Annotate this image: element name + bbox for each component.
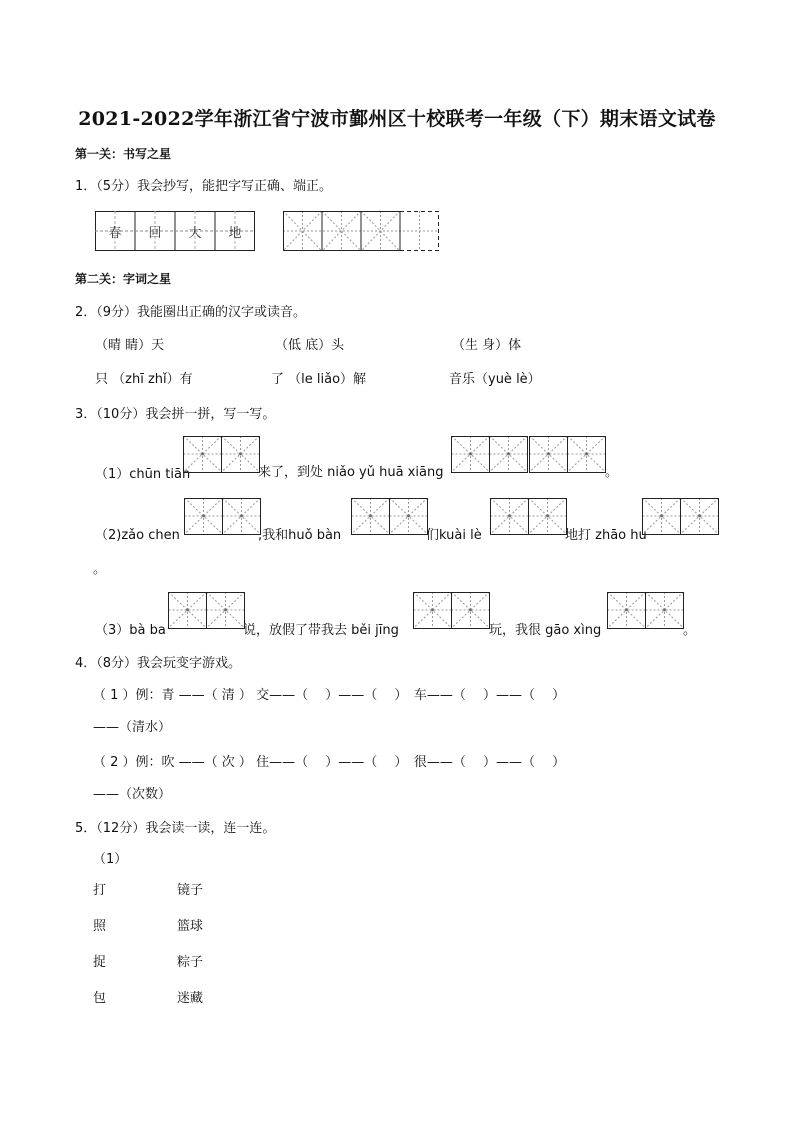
writing-box[interactable]	[490, 498, 567, 539]
q3-l2-text: （2)zǎo chen	[95, 528, 180, 543]
page-title: 2021-2022学年浙江省宁波市鄞州区十校联考一年级（下）期末语文试卷	[78, 108, 716, 130]
q5-right-item[interactable]: 粽子	[177, 955, 204, 970]
sample-char: 大	[188, 226, 202, 241]
q4-line[interactable]: （ 2 ）例：吹 ——（ 次 ） 住——（ ）——（ ） 很——（ ）——（ ）	[93, 755, 566, 770]
q5-left-item[interactable]: 照	[93, 919, 107, 934]
q5-left-item[interactable]: 包	[93, 991, 107, 1006]
q3-l3-text: 说，放假了带我去 běi jīng	[243, 623, 399, 638]
q3-l3-text: 。	[683, 623, 697, 638]
q3-l3-text: 玩，我很 gāo xìng	[489, 623, 602, 638]
q3-l2-text: 。	[93, 562, 107, 577]
section-heading-2: 第二关：字词之星	[75, 272, 172, 286]
question-2-text: 2．（9分）我能圈出正确的汉字或读音。	[75, 305, 307, 320]
writing-box[interactable]	[413, 592, 490, 633]
writing-grid-q1[interactable]	[283, 211, 439, 255]
q3-l1-text: （1）chūn tiān	[95, 467, 191, 482]
sample-char: 地	[228, 226, 242, 241]
q5-left-item[interactable]: 打	[93, 883, 107, 898]
sample-char: 春	[108, 226, 122, 241]
writing-box[interactable]	[607, 592, 684, 633]
q3-l1-text: 来了，到处 niǎo yǔ huā xiāng	[258, 465, 444, 480]
q5-sub: （1）	[93, 852, 128, 867]
question-1-text: 1．（5分）我会抄写，能把字写正确、端正。	[75, 179, 333, 194]
q2-item[interactable]: 了 （le liǎo）解	[271, 372, 367, 387]
question-3-text: 3．（10分）我会拼一拼，写一写。	[75, 407, 276, 422]
q3-l1-text: 。	[605, 465, 619, 480]
q2-item[interactable]: （晴 睛）天	[95, 338, 165, 353]
q5-right-item[interactable]: 镜子	[177, 883, 204, 898]
sample-char: 回	[148, 226, 162, 241]
q5-left-item[interactable]: 捉	[93, 955, 107, 970]
writing-box[interactable]	[184, 498, 261, 539]
q2-item[interactable]: 音乐（yuè lè）	[449, 372, 541, 387]
q2-item[interactable]: （低 底）头	[275, 338, 345, 353]
writing-box[interactable]	[183, 436, 260, 477]
writing-box[interactable]	[642, 498, 719, 539]
q4-line: ——（清水）	[93, 720, 172, 735]
copy-grid-sample	[95, 211, 255, 251]
q3-l3-text: （3）bà ba	[95, 623, 166, 638]
question-4-text: 4．（8分）我会玩变字游戏。	[75, 656, 242, 671]
writing-box[interactable]	[451, 436, 528, 477]
q2-item[interactable]: （生 身）体	[452, 338, 522, 353]
q3-l2-text: 们kuài lè	[426, 528, 482, 543]
q5-right-item[interactable]: 迷藏	[177, 991, 204, 1006]
q2-item[interactable]: 只 （zhī zhǐ）有	[95, 372, 193, 387]
q3-l2-text: 地打 zhāo hu	[565, 528, 647, 543]
q4-line[interactable]: （ 1 ）例：青 ——（ 清 ） 交——（ ）——（ ） 车——（ ）——（ ）	[93, 688, 566, 703]
q3-l2-text: ,我和huǒ bàn	[258, 528, 342, 543]
writing-box[interactable]	[168, 592, 245, 633]
writing-box[interactable]	[529, 436, 606, 477]
writing-box[interactable]	[351, 498, 428, 539]
q5-right-item[interactable]: 篮球	[177, 919, 204, 934]
question-5-text: 5．（12分）我会读一读，连一连。	[75, 821, 276, 836]
section-heading-1: 第一关：书写之星	[75, 147, 172, 161]
q4-line: ——（次数）	[93, 787, 172, 802]
